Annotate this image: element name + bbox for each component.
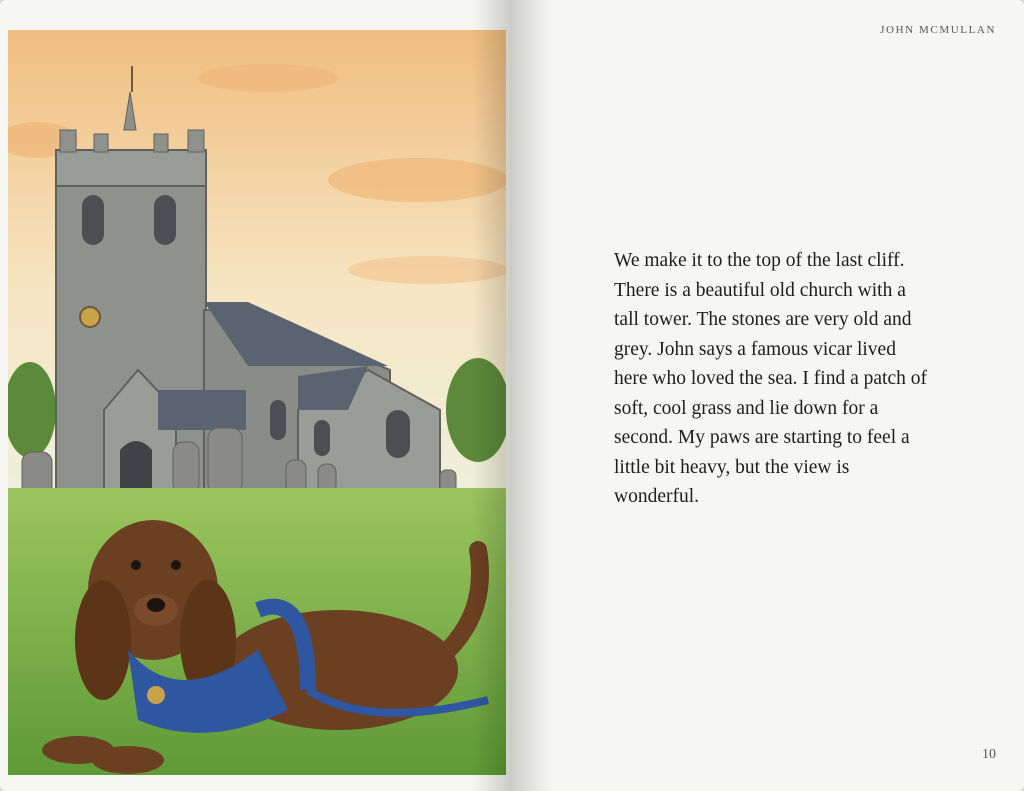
illustration-svg — [8, 30, 506, 775]
page-number: 10 — [982, 747, 996, 762]
right-page — [512, 0, 1024, 791]
running-head: JOHN MCMULLAN — [880, 24, 996, 36]
story-text: We make it to the top of the last cliff. There is a beautiful old church with a tall tower. The stones are very old and grey. John says a famous vicar lived here who loved the sea. I find a patch of soft, cool grass and lie down for a second. My paws are starting to feel a little bit heavy, but the view is wonderful. — [614, 250, 927, 507]
gutter-shadow — [512, 0, 552, 791]
cloud — [328, 158, 506, 202]
gravestone — [173, 442, 199, 494]
church-and-spaniel-illustration — [8, 30, 506, 775]
cloud — [348, 256, 506, 284]
gravestone — [208, 428, 242, 494]
cloud — [198, 64, 338, 92]
